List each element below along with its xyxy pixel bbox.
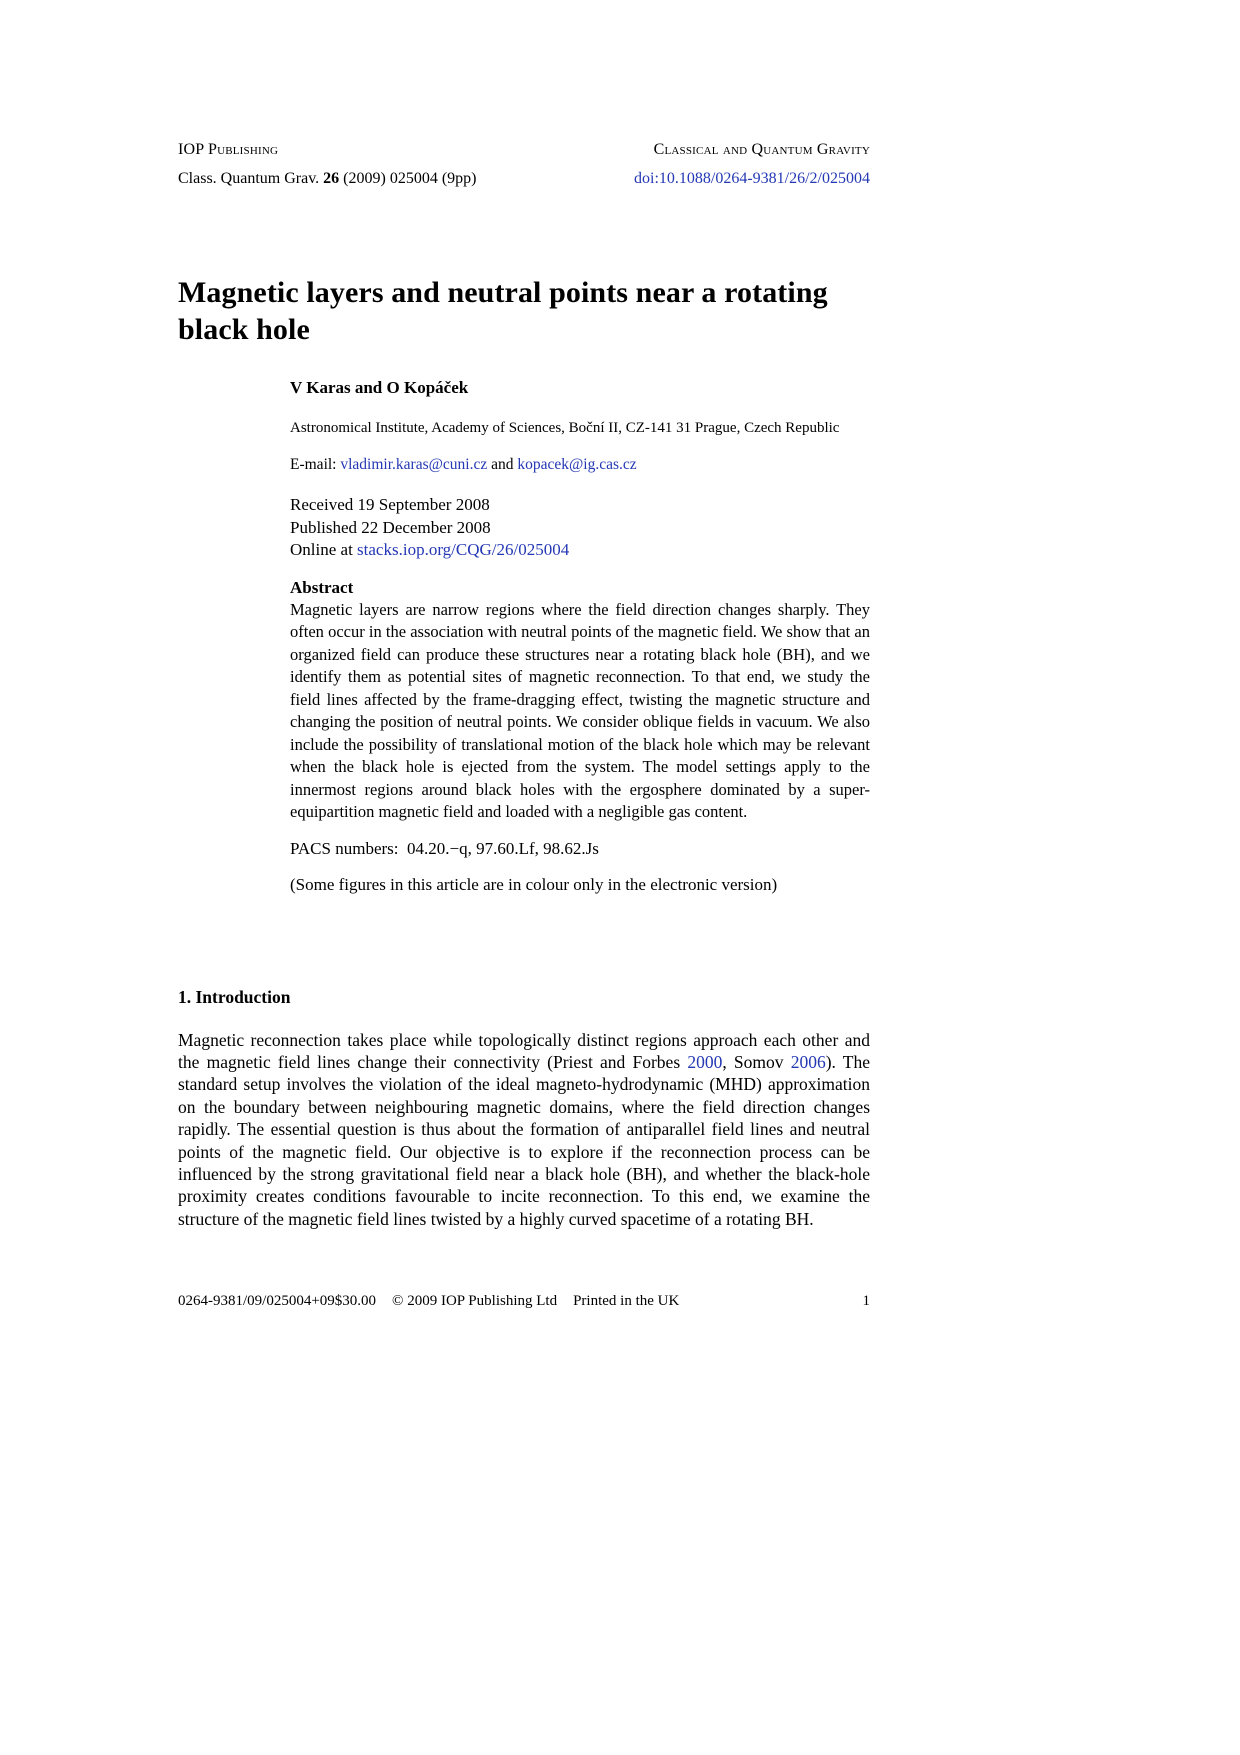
intro-paragraph — [178, 1029, 870, 1231]
text-segment: and — [487, 456, 518, 473]
publisher-name: IOP Publishing — [178, 141, 279, 158]
footer-issn-price: 0264-9381/09/025004+09$30.00 — [178, 1293, 377, 1309]
colour-note: (Some figures in this article are in colour only in the electronic version) — [290, 874, 778, 894]
section-heading-introduction: 1. Introduction — [178, 986, 291, 1007]
article-title: Magnetic layers and neutral points near a rotating black hole — [178, 276, 828, 346]
footer-printed: Printed in the UK — [573, 1293, 680, 1309]
text-segment: (2009) 025004 (9pp) — [339, 170, 477, 187]
inline-link[interactable]: 2000 — [687, 1051, 723, 1072]
affiliation: Astronomical Institute, Academy of Sciences, Boční II, CZ-141 31 Prague, Czech Republic — [290, 420, 840, 436]
page-footer — [178, 1293, 870, 1310]
doi-link[interactable]: doi:10.1088/0264-9381/26/2/025004 — [634, 170, 870, 187]
text-segment: Class. Quantum Grav. — [178, 170, 324, 187]
journal-name: Classical and Quantum Gravity — [653, 141, 870, 158]
inline-link[interactable]: kopacek@ig.cas.cz — [517, 456, 637, 473]
email-line — [290, 456, 870, 474]
text-segment: Online at — [290, 540, 358, 559]
published-line: Published 22 December 2008 — [290, 517, 491, 537]
text-segment: , Somov — [722, 1051, 791, 1072]
page-number: 1 — [862, 1293, 870, 1309]
abstract-text: Magnetic layers are narrow regions where the field direction changes sharply. They often occur in the association with neutral points of the magnetic field. We show that an organized field can produce these structures near a rotating black hole (BH), and we identify them as potential sites of magnetic reconnection. To that end, we study the field lines affected by the frame-dragging effect, twisting the magnetic structure and changing the position of neutral points. We consider oblique fields in vacuum. We also include the possibility of translational motion of the black hole which may be relevant when the black hole is ejected from the system. The model settings apply to the innermost regions around black holes with the ergosphere dominated by a super-equipartition magnetic field and loaded with a negligible gas content. — [290, 599, 870, 821]
inline-link[interactable]: 2006 — [790, 1051, 826, 1072]
page-content — [178, 0, 870, 1230]
text-segment: ). The standard setup involves the violation of the ideal magneto-hydrodynamic (MHD) approximation on the boundary between neighbouring magnetic domains, where the field direction changes rapidly. The essential question is thus about the formation of antiparallel field lines and neutral points of the magnetic field. Our objective is to explore if the reconnection process can be influenced by the strong gravitational field near a black hole (BH), and whether the black-hole proximity creates conditions favourable to incite reconnection. To this end, we examine the structure of the magnetic field lines twisted by a highly curved spacetime of a rotating BH. — [178, 1051, 870, 1229]
abstract-heading: Abstract — [290, 577, 354, 597]
online-line — [290, 539, 870, 562]
text-segment: Magnetic reconnection takes place while topologically distinct regions approach each other and the magnetic field lines change their connectivity (Priest and Forbes — [178, 1029, 870, 1072]
citation — [178, 169, 476, 188]
text-segment: 26 — [323, 170, 340, 187]
inline-link[interactable]: stacks.iop.org/CQG/26/025004 — [357, 540, 570, 559]
footer-copyright: © 2009 IOP Publishing Ltd — [392, 1293, 558, 1309]
front-matter — [290, 378, 870, 895]
authors: V Karas and O Kopáček — [290, 378, 469, 397]
running-header — [178, 140, 870, 159]
text-segment: E-mail: — [290, 456, 341, 473]
article-history — [290, 494, 870, 562]
citation-row — [178, 169, 870, 188]
inline-link[interactable]: vladimir.karas@cuni.cz — [340, 456, 488, 473]
pacs-line: PACS numbers: 04.20.−q, 97.60.Lf, 98.62.Js — [290, 838, 599, 858]
received-line: Received 19 September 2008 — [290, 495, 490, 514]
